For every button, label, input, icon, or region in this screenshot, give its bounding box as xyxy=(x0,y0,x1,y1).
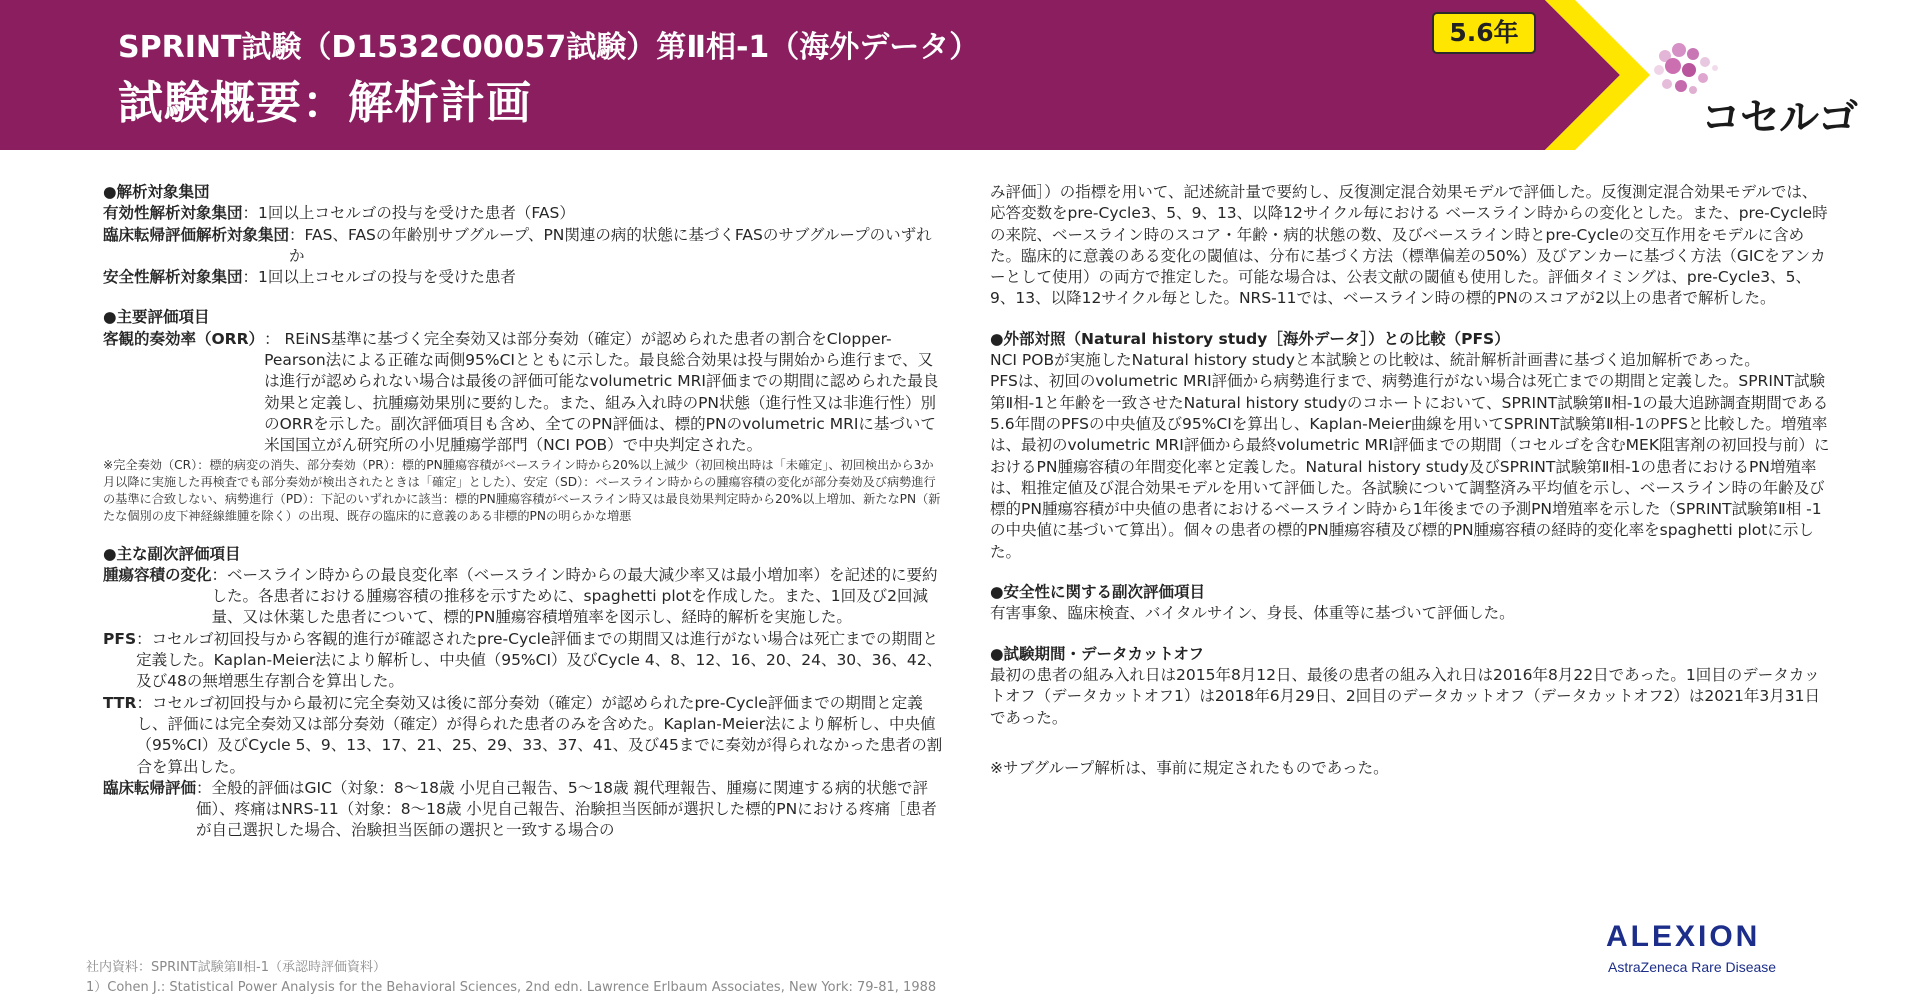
sponsor-subtitle: AstraZeneca Rare Disease xyxy=(1608,959,1777,975)
analysis-sets-heading: ●解析対象集団 xyxy=(103,183,210,201)
secondary-endpoint-row xyxy=(103,693,943,778)
external-control-paragraph: NCI POBが実施したNatural history studyと本試験との比較は、統計解析計画書に基づく追加解析であった。 xyxy=(990,351,1760,370)
analysis-set-label: 臨床転帰評価解析対象集団 xyxy=(103,225,290,244)
secondary-endpoint-label: 臨床転帰評価 xyxy=(103,778,197,797)
source-note: 社内資料：SPRINT試験第Ⅱ相-1（承認時評価資料） xyxy=(86,960,386,975)
secondary-endpoint-text: ：ベースライン時からの最良変化率（ベースライン時からの最大減少率又は最小増加率）を記述的に要約した。各患者における腫瘍容積の推移を示すために、spaghetti plotを作成した。また、1回及び2回減量、又は休薬した患者について、標的PN腫瘍容積増殖率を図示し、経時的解析を実施した。 xyxy=(211,565,938,627)
sponsor-logo xyxy=(1606,920,1806,980)
header-band xyxy=(0,0,1919,150)
primary-endpoint-heading: ●主要評価項目 xyxy=(103,308,210,327)
primary-endpoint-row xyxy=(103,329,943,457)
external-control-heading: ●外部対照（Natural history study［海外データ］）との比較（PFS） xyxy=(990,329,1510,348)
primary-endpoint-label: 客観的奏効率（ORR） xyxy=(103,329,265,348)
external-control-paragraph: PFSは、初回のvolumetric MRI評価から病勢進行まで、病勢進行がない場合は死亡までの期間と定義した。SPRINT試験第Ⅱ相-1と年齢を一致させたNatural history studyのコホートにおいて、SPRINT試験第Ⅱ相-1の最大追跡調査期間である5.6年間のPFSの中央値及び95%CIを算出し、Kaplan-Meier曲線を用いてSPRINT試験第Ⅱ相-1のPFSと比較した。増殖率は、最初のvolumetric MRI評価から最終volumetric MRI評価までの期間（コセルゴを含むMEK阻害剤の初回投与前）におけるPN腫瘍容積の年間変化率と定義した。Natural history study及びSPRINT試験第Ⅱ相-1の患者におけるPN増殖率は、粗推定値及び混合効果モデルを用いて評価した。各試験について調整済み平均値を示し、ベースライン時の年齢及び標的PN腫瘍容積が中央値の患者におけるベースライン時から1年後までの予測PN増殖率を示した（SPRINT試験第Ⅱ相 -1の中央値に基づいて算出）。個々の患者の標的PN腫瘍容積及び標的PN腫瘍容積の経時的変化率をspaghetti plotに示した。 xyxy=(990,372,1830,561)
secondary-endpoint-label: 腫瘍容積の変化 xyxy=(103,565,212,584)
left-column xyxy=(103,182,943,842)
brand-name: コセルゴ xyxy=(1701,95,1857,141)
secondary-endpoint-text: ：全般的評価はGIC（対象：8～18歳 小児自己報告、5～18歳 親代理報告、腫瘍に関連する病的状態で評価）、疼痛はNRS-11（対象：8～18歳 小児自己報告、治験担当医師が選択した標的PNにおける疼痛［患者が自己選択した場合、治験担当医師の選択と一致する場合の xyxy=(196,778,937,840)
secondary-endpoint-text: ：コセルゴ初回投与から最初に完全奏効又は後に部分奏効（確定）が認められたpre-Cycle評価までの期間と定義し、評価には完全奏効又は部分奏効（確定）が得られた患者のみを含めた。Kaplan-Meier法により解析し、中央値（95%CI）及びCycle 5、9、13、17、21、25、29、33、37、41、及び45までに奏効が得られなかった患者の割合を算出した。 xyxy=(136,693,943,776)
secondary-endpoint-row xyxy=(103,565,943,629)
footer-references xyxy=(86,958,936,998)
response-criteria-note: ※完全奏効（CR）：標的病変の消失、部分奏効（PR）：標的PN腫瘍容積がベースライン時から20%以上減少（初回検出時は「未確定」、初回検出から3か月以降に実施した再検査でも部分奏効が検出されたときは「確定」とした）、安定（SD）：ベースライン時からの腫瘍容積の変化が部分奏効及び病勢進行の基準に合致しない、病勢進行（PD）：下記のいずれかに該当：標的PN腫瘍容積がベースライン時又は最良効果判定時から20%以上増加、新たなPN（新たな個別の皮下神経線維腫を除く）の出現、既存の臨床的に意義のある非標的PNの明らかな増悪 xyxy=(103,457,941,523)
analysis-set-text: ：1回以上コセルゴの投与を受けた患者（FAS） xyxy=(242,204,575,223)
secondary-endpoint-row xyxy=(103,778,943,842)
secondary-endpoint-row xyxy=(103,629,943,693)
secondary-endpoint-heading: ●主な副次評価項目 xyxy=(103,544,241,563)
subgroup-note: ※サブグループ解析は、事前に規定されたものであった。 xyxy=(990,758,1389,777)
duration-badge: 5.6年 xyxy=(1432,12,1536,54)
secondary-endpoint-label: TTR xyxy=(103,693,137,712)
page-title: SPRINT試験（D1532C00057試験）第Ⅱ相-1（海外データ） xyxy=(118,30,980,65)
analysis-set-label: 有効性解析対象集団 xyxy=(103,204,243,223)
reference-1: 1）Cohen J.: Statistical Power Analysis for the Behavioral Sciences, 2nd edn. Lawrence Erlbaum Associates, New York: 79-81, 1988 xyxy=(86,980,937,995)
sponsor-name: ALEXION xyxy=(1606,920,1761,953)
safety-text: 有害事象、臨床検査、バイタルサイン、身長、体重等に基づいて評価した。 xyxy=(990,604,1515,623)
brand-logo xyxy=(1635,38,1885,141)
study-period-text: 最初の患者の組み入れ日は2015年8月12日、最後の患者の組み入れ日は2016年8月22日であった。1回目のデータカットオフ（データカットオフ1）は2018年6月29日、2回目のデータカットオフ（データカットオフ2）は2021年3月31日であった。 xyxy=(990,665,1820,727)
analysis-set-text: ：FAS、FASの年齢別サブグループ、PN関連の病的状態に基づくFASのサブグループのいずれか xyxy=(289,225,932,265)
analysis-set-row xyxy=(103,267,943,288)
safety-heading: ●安全性に関する副次評価項目 xyxy=(990,583,1206,602)
analysis-set-text: ：1回以上コセルゴの投与を受けた患者 xyxy=(242,268,516,287)
analysis-set-row xyxy=(103,203,943,224)
page-subtitle: 試験概要：解析計画 xyxy=(118,76,533,129)
secondary-endpoint-text: ：コセルゴ初回投与から客観的進行が確認されたpre-Cycle評価までの期間又は進行がない場合は死亡までの期間と定義した。Kaplan-Meier法により解析し、中央値（95%CI）及びCycle 4、8、12、16、20、24、30、36、42、及び48の無増悪生存割合を算出した。 xyxy=(136,629,943,691)
primary-endpoint-text: ： REiNS基準に基づく完全奏効又は部分奏効（確定）が認められた患者の割合をClopper-Pearson法による正確な両側95%CIとともに示した。最良総合効果は投与開始から進行まで、又は進行が認められない場合は最後の評価可能なvolumetric MRI評価までの期間に認められた最良効果と定義し、抗腫瘍効果別に要約した。また、組み入れ時のPN状態（進行性又は非進行性）別のORRを示した。副次評価項目も含め、全てのPN評価は、標的PNのvolumetric MRIに基づいて米国国立がん研究所の小児腫瘍学部門（NCI POB）で中央判定された。 xyxy=(264,329,939,455)
clinical-outcome-continued: み評価］）の指標を用いて、記述統計量で要約し、反復測定混合効果モデルで評価した。反復測定混合効果モデルでは、応答変数をpre-Cycle3、5、9、13、以降12サイクル毎における ベースライン時からの変化とした。また、pre-Cycle時の来院、ベースライン時のスコア・年齢・病的状態の数、及びベースライン時とpre-Cycleの交互作用をモデルに含めた。臨床的に意義のある変化の閾値は、分布に基づく方法（標準偏差の50%）及びアンカーに基づく方法（GICをアンカーとして使用）の両方で推定した。可能な場合は、公表文献の閾値も使用した。評価タイミングは、pre-Cycle3、5、9、13、以降12サイクル毎とした。NRS-11では、ベースライン時の標的PNのスコアが2以上の患者で解析した。 xyxy=(990,183,1828,308)
analysis-set-label: 安全性解析対象集団 xyxy=(103,268,243,287)
secondary-endpoint-label: PFS xyxy=(103,629,137,648)
analysis-set-row xyxy=(103,225,943,268)
right-column xyxy=(990,182,1830,779)
study-period-heading: ●試験期間・データカットオフ xyxy=(990,644,1204,663)
